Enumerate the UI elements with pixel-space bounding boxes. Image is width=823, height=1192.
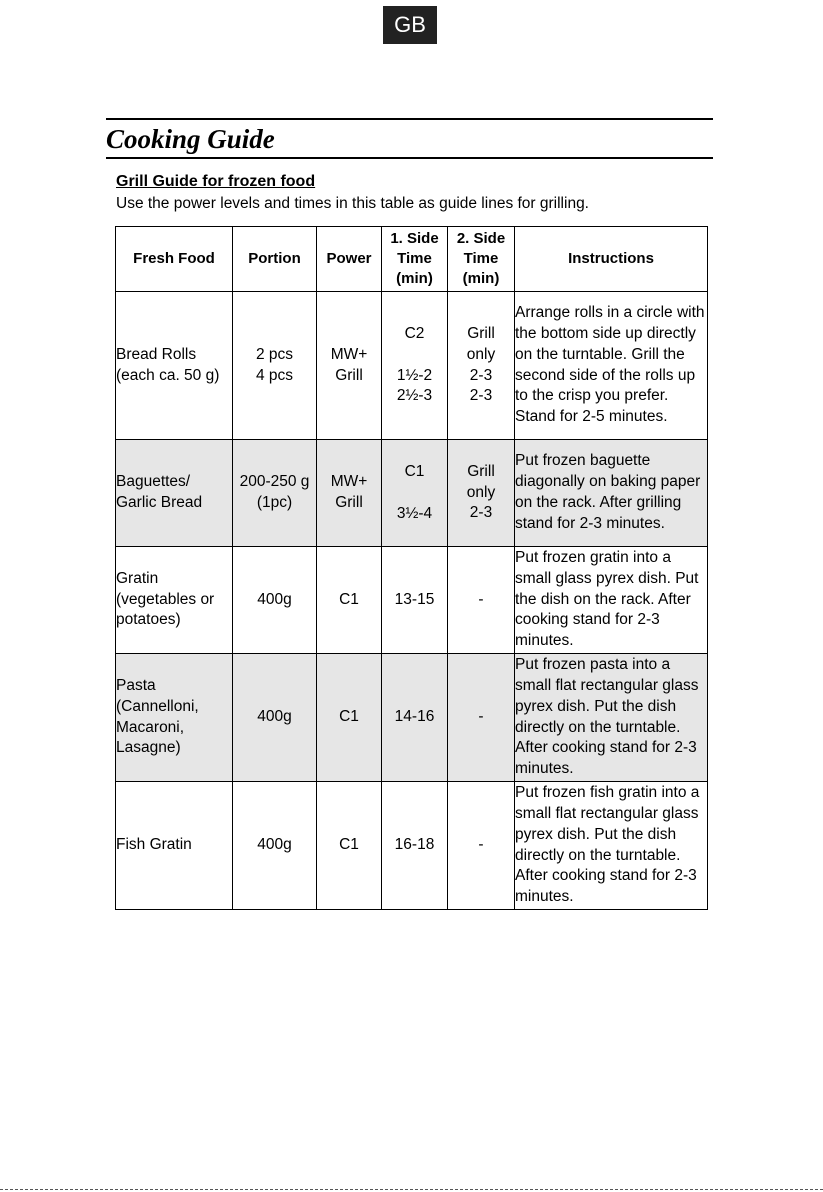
cell-side1: 16-18 — [382, 782, 448, 910]
cell-side2: - — [448, 782, 515, 910]
cell-food: Baguettes/ Garlic Bread — [116, 440, 233, 547]
cell-power: C1 — [317, 654, 382, 782]
section-title: Cooking Guide — [106, 124, 275, 154]
cell-food: Gratin (vegetables or potatoes) — [116, 547, 233, 654]
cell-side2: Grill only 2-3 2-3 — [448, 292, 515, 440]
title-rule-bottom — [106, 157, 713, 159]
table-header-row — [116, 227, 708, 292]
table-row — [116, 654, 708, 782]
cell-food: Pasta (Cannelloni, Macaroni, Lasagne) — [116, 654, 233, 782]
cell-instructions: Put frozen baguette diagonally on baking paper on the rack. After grilling stand for 2-3 minutes. — [515, 440, 708, 547]
title-rule-top — [106, 118, 713, 120]
cell-portion: 400g — [233, 654, 317, 782]
table-row — [116, 292, 708, 440]
cell-side1: 13-15 — [382, 547, 448, 654]
cell-power: C1 — [317, 782, 382, 910]
cell-side2: Grill only 2-3 — [448, 440, 515, 547]
header-instructions: Instructions — [515, 227, 708, 292]
header-side2: 2. Side Time (min) — [448, 227, 515, 292]
page-edge-dashes — [0, 1189, 823, 1190]
grill-guide-table — [115, 226, 708, 910]
header-power: Power — [317, 227, 382, 292]
cell-side1: 14-16 — [382, 654, 448, 782]
header-portion: Portion — [233, 227, 317, 292]
cell-food: Bread Rolls (each ca. 50 g) — [116, 292, 233, 440]
table-row — [116, 782, 708, 910]
language-badge: GB — [383, 6, 437, 44]
cell-food: Fish Gratin — [116, 782, 233, 910]
cell-side1: C1 3½-4 — [382, 440, 448, 547]
cell-instructions: Put frozen fish gratin into a small flat rectangular glass pyrex dish. Put the dish directly on the turntable. After cooking stand for 2-3 minutes. — [515, 782, 708, 910]
subsection-title: Grill Guide for frozen food — [116, 173, 316, 190]
cell-instructions: Arrange rolls in a circle with the bottom side up directly on the turntable. Grill the second side of the rolls up to the crisp you prefer. Stand for 2-5 minutes. — [515, 292, 708, 440]
cell-power: MW+ Grill — [317, 292, 382, 440]
table-row — [116, 547, 708, 654]
table-row — [116, 440, 708, 547]
intro-text: Use the power levels and times in this table as guide lines for grilling. — [116, 195, 589, 212]
cell-instructions: Put frozen gratin into a small glass pyrex dish. Put the dish on the rack. After cooking stand for 2-3 minutes. — [515, 547, 708, 654]
header-food: Fresh Food — [116, 227, 233, 292]
cell-side1: C2 1½-2 2½-3 — [382, 292, 448, 440]
cell-power: MW+ Grill — [317, 440, 382, 547]
cell-side2: - — [448, 547, 515, 654]
cell-instructions: Put frozen pasta into a small flat rectangular glass pyrex dish. Put the dish directly on the turntable. After cooking stand for 2-3 minutes. — [515, 654, 708, 782]
cell-portion: 400g — [233, 547, 317, 654]
cell-power: C1 — [317, 547, 382, 654]
cell-portion: 2 pcs 4 pcs — [233, 292, 317, 440]
cell-portion: 400g — [233, 782, 317, 910]
cell-portion: 200-250 g (1pc) — [233, 440, 317, 547]
header-side1: 1. Side Time (min) — [382, 227, 448, 292]
cell-side2: - — [448, 654, 515, 782]
